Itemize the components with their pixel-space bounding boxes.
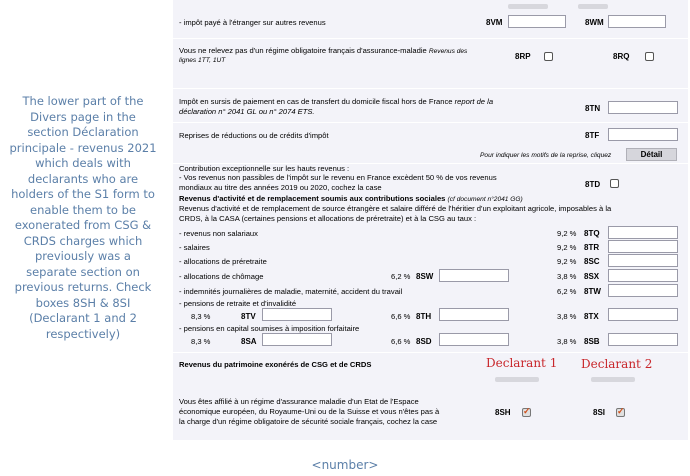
activite-desc-2: CRDS, à la CASA (certaines pensions et allocations de préretraite) et à la CSG au taux : <box>179 214 477 223</box>
patrimoine-title: Revenus du patrimoine exonérés de CSG et de CRDS <box>179 360 372 369</box>
code-8sx: 8SX <box>584 272 600 281</box>
code-8td: 8TD <box>585 180 601 189</box>
pct-8sx: 3,8 % <box>557 272 577 281</box>
input-8th[interactable] <box>439 308 509 321</box>
pct-8sd: 6,6 % <box>391 337 411 346</box>
code-8tr: 8TR <box>584 243 600 252</box>
contribution-title: Contribution exceptionnelle sur les hauts revenus : <box>179 164 350 173</box>
redacted-value <box>591 377 635 382</box>
checkbox-8si[interactable] <box>616 408 625 417</box>
row-label-preretraite: - allocations de préretraite <box>179 257 267 266</box>
row-label-salaires: - salaires <box>179 243 210 252</box>
input-8wm[interactable] <box>608 15 666 28</box>
pct-8sb: 3,8 % <box>557 337 577 346</box>
explanatory-caption: The lower part of the Divers page in the section Déclaration principale - revenus 2021 which deals with declarants who are holders of the S1 form to enable them to be exonerated from CSG & CRDS charges which previously was a separate section on previous returns. Check boxes 8SH & 8SI (Declarant 1 and 2 respectively) <box>9 94 157 341</box>
code-8si: 8SI <box>593 408 606 417</box>
input-8tn[interactable] <box>608 101 678 114</box>
pct-8tr: 9,2 % <box>557 243 577 252</box>
code-8vm: 8VM <box>486 18 503 27</box>
input-8tx[interactable] <box>608 308 678 321</box>
input-8sw[interactable] <box>439 269 509 282</box>
pct-8tw: 6,2 % <box>557 287 577 296</box>
sursis-label: Impôt en sursis de paiement en cas de transfert du domicile fiscal hors de France <box>179 97 453 106</box>
input-8tw[interactable] <box>608 284 678 297</box>
code-8th: 8TH <box>416 312 432 321</box>
code-8tx: 8TX <box>584 312 599 321</box>
regime-label: Vous ne relevez pas d'un régime obligatoire français d'assurance-maladie <box>179 46 427 55</box>
s1-line-1: Vous êtes affilié à un régime d'assurance maladie d'un Etat de l'Espace <box>179 397 419 406</box>
input-8tr[interactable] <box>608 240 678 253</box>
redacted-value <box>578 4 608 9</box>
code-8sd: 8SD <box>416 337 432 346</box>
code-8rq: 8RQ <box>613 52 630 61</box>
input-8sc[interactable] <box>608 254 678 267</box>
input-8tv[interactable] <box>262 308 332 321</box>
checkbox-8sh[interactable] <box>522 408 531 417</box>
input-8sa[interactable] <box>262 333 332 346</box>
checkbox-8rp[interactable] <box>544 52 553 61</box>
code-8sw: 8SW <box>416 272 434 281</box>
regime-label-wrap <box>179 46 467 57</box>
code-8tn: 8TN <box>585 104 601 113</box>
row-label-indemnites: - indemnités journalières de maladie, maternité, accident du travail <box>179 287 403 296</box>
input-8tf[interactable] <box>608 128 678 141</box>
separator <box>173 38 688 39</box>
redacted-value <box>495 377 539 382</box>
annotation-declarant-1: Declarant 1 <box>486 356 558 370</box>
s1-line-2: économique européen, du Royaume-Uni ou de la Suisse et vous n'êtes pas à <box>179 407 440 416</box>
input-8sb[interactable] <box>608 333 678 346</box>
sursis-note-2: déclaration n° 2041 GL ou n° 2074 ETS. <box>179 107 315 116</box>
contribution-line-2: mondiaux au titre des années 2019 ou 2020, cochez la case <box>179 183 382 192</box>
code-8tw: 8TW <box>584 287 601 296</box>
activite-title: Revenus d'activité et de remplacement soumis aux contributions sociales <box>179 194 446 203</box>
reprises-label: Reprises de réductions ou de crédits d'impôt <box>179 131 329 140</box>
input-8tq[interactable] <box>608 226 678 239</box>
pct-8tx: 3,8 % <box>557 312 577 321</box>
pct-8tq: 9,2 % <box>557 229 577 238</box>
code-8wm: 8WM <box>585 18 604 27</box>
pct-8sa: 8,3 % <box>191 337 211 346</box>
redacted-value <box>508 4 548 9</box>
pensions-retraite-label: - pensions de retraite et d'invalidité <box>179 299 297 308</box>
code-8sc: 8SC <box>584 257 600 266</box>
row-label-revenus-non-salariaux: - revenus non salariaux <box>179 229 258 238</box>
separator <box>173 122 688 123</box>
checkbox-8td[interactable] <box>610 179 619 188</box>
input-8sd[interactable] <box>439 333 509 346</box>
activite-desc-1: Revenus d'activité et de remplacement de source étrangère et salaire différé de l'héritier d'un exploitant agricole, imposables à la <box>179 204 612 213</box>
activite-note: (cf document n°2041 GG) <box>447 196 523 203</box>
code-8tq: 8TQ <box>584 229 600 238</box>
s1-line-3: la charge d'un régime obligatoire de sécurité sociale français, cochez la case <box>179 417 438 426</box>
code-8sa: 8SA <box>241 337 257 346</box>
pct-8sw: 6,2 % <box>391 272 411 281</box>
code-8sh: 8SH <box>495 408 511 417</box>
code-8tv: 8TV <box>241 312 256 321</box>
annotation-declarant-2: Declarant 2 <box>581 357 653 371</box>
row-label-chomage: - allocations de chômage <box>179 272 264 281</box>
pct-8th: 6,6 % <box>391 312 411 321</box>
page-number-placeholder: <number> <box>311 458 379 472</box>
sursis-note-1: report de la <box>454 97 494 106</box>
regime-note-2: lignes 1TT, 1UT <box>179 57 226 64</box>
sursis-label-wrap <box>179 97 493 107</box>
impot-etranger-label: - impôt payé à l'étranger sur autres revenus <box>179 18 326 27</box>
tax-form-divers <box>173 0 688 440</box>
regime-note-1: Revenus des <box>428 48 468 55</box>
contribution-line-1: - Vos revenus non passibles de l'impôt sur le revenu en France excèdent 50 % de vos revenus <box>179 173 497 182</box>
code-8rp: 8RP <box>515 52 531 61</box>
input-8vm[interactable] <box>508 15 566 28</box>
reprises-hint: Pour indiquer les motifs de la reprise, cliquez <box>480 152 612 159</box>
code-8tf: 8TF <box>585 131 600 140</box>
separator <box>173 88 688 89</box>
code-8sb: 8SB <box>584 337 600 346</box>
detail-button[interactable]: Détail <box>626 148 677 161</box>
checkbox-8rq[interactable] <box>645 52 654 61</box>
pct-8sc: 9,2 % <box>557 257 577 266</box>
pensions-capital-label: - pensions en capital soumises à imposition forfaitaire <box>179 324 360 333</box>
input-8sx[interactable] <box>608 269 678 282</box>
separator <box>173 352 688 353</box>
pct-8tv: 8,3 % <box>191 312 211 321</box>
